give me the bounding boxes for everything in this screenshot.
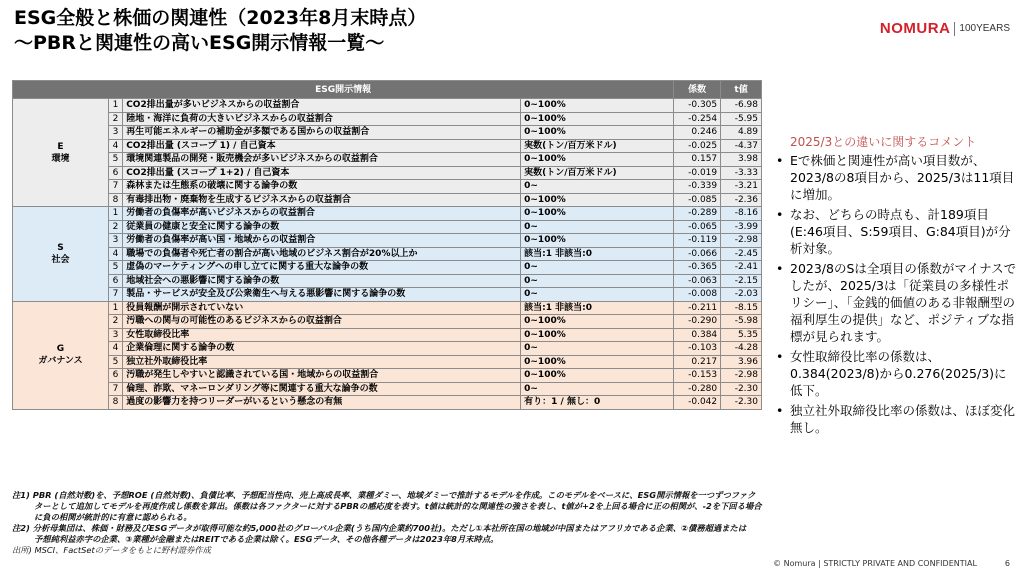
row-number: 7 xyxy=(108,180,122,194)
coefficient: -0.025 xyxy=(674,139,721,153)
footnotes xyxy=(12,490,1012,556)
item-name: 汚職が発生しやすいと認識されている国・地域からの収益割合 xyxy=(123,369,521,383)
item-name: 倫理、詐欺、マネーロンダリング等に関連する重大な論争の数 xyxy=(123,382,521,396)
item-unit: 0~ xyxy=(521,274,674,288)
item-name: 陸地・海洋に負荷の大きいビジネスからの収益割合 xyxy=(123,112,521,126)
item-name: 企業倫理に関する論争の数 xyxy=(123,342,521,356)
item-name: 職場での負傷者や死亡者の割合が高い地域のビジネス割合が20%以上か xyxy=(123,247,521,261)
t-value: -2.30 xyxy=(721,396,762,410)
table-row xyxy=(13,315,762,329)
row-number: 4 xyxy=(108,247,122,261)
item-name: 再生可能エネルギーの補助金が多額である国からの収益割合 xyxy=(123,126,521,140)
coefficient: -0.019 xyxy=(674,166,721,180)
coefficient: -0.280 xyxy=(674,382,721,396)
item-name: 環境関連製品の開発・販売機会が多いビジネスからの収益割合 xyxy=(123,153,521,167)
t-value: -4.37 xyxy=(721,139,762,153)
t-value: -5.95 xyxy=(721,112,762,126)
coefficient: -0.211 xyxy=(674,301,721,315)
item-name: 過度の影響力を持つリーダーがいるという懸念の有無 xyxy=(123,396,521,410)
coefficient: 0.246 xyxy=(674,126,721,140)
t-value: 3.96 xyxy=(721,355,762,369)
coefficient: -0.085 xyxy=(674,193,721,207)
item-unit: 0~100% xyxy=(521,355,674,369)
item-unit: 0~ xyxy=(521,220,674,234)
item-name: 有毒排出物・廃棄物を生成するビジネスからの収益割合 xyxy=(123,193,521,207)
copyright-text: © Nomura | STRICTLY PRIVATE AND CONFIDENTIAL xyxy=(773,559,977,568)
table-row xyxy=(13,382,762,396)
page-title xyxy=(14,6,704,56)
item-unit: 0~100% xyxy=(521,153,674,167)
comment-bullet: • 独立社外取締役比率の係数は、ほぼ変化無し。 xyxy=(774,402,1018,436)
coefficient: -0.065 xyxy=(674,220,721,234)
item-name: 製品・サービスが安全及び公衆衛生へ与える悪影響に関する論争の数 xyxy=(123,288,521,302)
row-number: 6 xyxy=(108,274,122,288)
row-number: 3 xyxy=(108,234,122,248)
t-value: -3.21 xyxy=(721,180,762,194)
table-row xyxy=(13,207,762,221)
item-unit: 該当:1 非該当:0 xyxy=(521,247,674,261)
comment-box xyxy=(774,134,1018,439)
t-value: -2.98 xyxy=(721,369,762,383)
row-number: 3 xyxy=(108,328,122,342)
coefficient: -0.254 xyxy=(674,112,721,126)
header-esg-info: ESG開示情報 xyxy=(13,81,674,99)
row-number: 2 xyxy=(108,315,122,329)
item-unit: 0~ xyxy=(521,382,674,396)
page-title-line1: ESG全般と株価の関連性（2023年8月末時点） xyxy=(14,7,427,29)
item-name: 労働者の負傷率が高いビジネスからの収益割合 xyxy=(123,207,521,221)
table-row xyxy=(13,288,762,302)
item-name: 地域社会への悪影響に関する論争の数 xyxy=(123,274,521,288)
logo-years: 100YEARS xyxy=(959,23,1010,34)
comment-bullet: • 女性取締役比率の係数は、0.384(2023/8)から0.276(2025/3)に低下。 xyxy=(774,348,1018,399)
table-row xyxy=(13,139,762,153)
t-value: -3.99 xyxy=(721,220,762,234)
table-row xyxy=(13,247,762,261)
row-number: 5 xyxy=(108,261,122,275)
table-row xyxy=(13,180,762,194)
page-title-line2: ～PBRと関連性の高いESG開示情報一覧～ xyxy=(14,32,385,54)
page-number: 6 xyxy=(1004,559,1010,568)
t-value: -2.15 xyxy=(721,274,762,288)
row-number: 6 xyxy=(108,166,122,180)
row-number: 2 xyxy=(108,112,122,126)
item-name: CO2排出量が多いビジネスからの収益割合 xyxy=(123,99,521,113)
t-value: -2.98 xyxy=(721,234,762,248)
item-unit: 0~ xyxy=(521,261,674,275)
item-unit: 該当:1 非該当:0 xyxy=(521,301,674,315)
row-number: 1 xyxy=(108,301,122,315)
item-unit: 0~100% xyxy=(521,315,674,329)
coefficient: -0.153 xyxy=(674,369,721,383)
row-number: 1 xyxy=(108,99,122,113)
item-unit: 0~ xyxy=(521,342,674,356)
row-number: 1 xyxy=(108,207,122,221)
t-value: -2.36 xyxy=(721,193,762,207)
t-value: 5.35 xyxy=(721,328,762,342)
item-unit: 0~100% xyxy=(521,126,674,140)
logo-word: NOMURA xyxy=(879,20,951,37)
row-number: 7 xyxy=(108,288,122,302)
t-value: -6.98 xyxy=(721,99,762,113)
comment-title: 2025/3との違いに関するコメント xyxy=(790,135,977,149)
t-value: -2.41 xyxy=(721,261,762,275)
coefficient: -0.289 xyxy=(674,207,721,221)
row-number: 4 xyxy=(108,342,122,356)
row-number: 7 xyxy=(108,382,122,396)
nomura-logo xyxy=(880,20,1010,37)
item-unit: 0~100% xyxy=(521,112,674,126)
item-unit: 0~100% xyxy=(521,99,674,113)
coefficient: -0.042 xyxy=(674,396,721,410)
t-value: -2.45 xyxy=(721,247,762,261)
table-row xyxy=(13,99,762,113)
table-row xyxy=(13,261,762,275)
row-number: 8 xyxy=(108,193,122,207)
row-number: 2 xyxy=(108,220,122,234)
row-number: 4 xyxy=(108,139,122,153)
t-value: -2.03 xyxy=(721,288,762,302)
row-number: 8 xyxy=(108,396,122,410)
coefficient: -0.103 xyxy=(674,342,721,356)
note-1: 注1) PBR (自然対数)を、予想ROE (自然対数)、負債比率、予想配当性向、売上高成長率、業種ダミー、地域ダミーで推計するモデルを作成。このモデルをベースに、ESG開示情報を一つずつファク xyxy=(12,490,756,500)
coefficient: -0.305 xyxy=(674,99,721,113)
page-footer xyxy=(773,559,1010,568)
t-value: -8.16 xyxy=(721,207,762,221)
table-row xyxy=(13,396,762,410)
comment-bullet: • 2023/8のSは全項目の係数がマイナスでしたが、2025/3は「従業員の多様性ポリシー」、「金銭的価値のある非報酬型の福利厚生の提供」など、ポジティブな指標が見られます。 xyxy=(774,260,1018,345)
note-2: 注2) 分析母集団は、株価・財務及びESGデータが取得可能な約5,000社のグローバル企業(うち国内企業約700社)。ただし①本社所在国の地域が中国またはアフリカである企業、②債務超過または xyxy=(12,523,747,533)
item-name: 従業員の健康と安全に関する論争の数 xyxy=(123,220,521,234)
coefficient: -0.290 xyxy=(674,315,721,329)
note-1-cont: ターとして追加してモデルを再度作成し係数を算出。係数は各ファクターに対するPBRの感応度を表す。t値は統計的な関連性の強さを表し、t値が+2を上回る場合に正の相関が、-2を下回る場合 xyxy=(34,501,762,511)
item-name: 森林または生態系の破壊に関する論争の数 xyxy=(123,180,521,194)
category-e: E 環境 xyxy=(13,99,109,207)
comment-bullet: • Eで株価と関連性が高い項目数が、2023/8の8項目から、2025/3は11項目に増加。 xyxy=(774,152,1018,203)
table-row xyxy=(13,112,762,126)
table-row xyxy=(13,234,762,248)
item-name: 役員報酬が開示されていない xyxy=(123,301,521,315)
logo-separator xyxy=(954,22,955,36)
coefficient: -0.066 xyxy=(674,247,721,261)
comment-list xyxy=(774,152,1018,436)
table-row xyxy=(13,355,762,369)
item-unit: 0~ xyxy=(521,288,674,302)
note-1-cont: に負の相関が統計的に有意に認められる。 xyxy=(34,512,192,522)
t-value: 4.89 xyxy=(721,126,762,140)
item-name: 女性取締役比率 xyxy=(123,328,521,342)
item-unit: 実数(トン/百万米ドル) xyxy=(521,166,674,180)
header-coef: 係数 xyxy=(674,81,721,99)
coefficient: -0.008 xyxy=(674,288,721,302)
table-row xyxy=(13,126,762,140)
item-name: 労働者の負傷率が高い国・地域からの収益割合 xyxy=(123,234,521,248)
item-unit: 実数(トン/百万米ドル) xyxy=(521,139,674,153)
table-header-row xyxy=(13,81,762,99)
table-row xyxy=(13,369,762,383)
item-name: 汚職への関与の可能性のあるビジネスからの収益割合 xyxy=(123,315,521,329)
coefficient: 0.157 xyxy=(674,153,721,167)
table-row xyxy=(13,193,762,207)
coefficient: -0.365 xyxy=(674,261,721,275)
item-unit: 0~100% xyxy=(521,234,674,248)
table-row xyxy=(13,166,762,180)
category-g: G ガバナンス xyxy=(13,301,109,409)
row-number: 3 xyxy=(108,126,122,140)
header-t-value: t値 xyxy=(721,81,762,99)
table-row xyxy=(13,342,762,356)
coefficient: 0.384 xyxy=(674,328,721,342)
t-value: -8.15 xyxy=(721,301,762,315)
item-unit: 0~100% xyxy=(521,328,674,342)
item-unit: 0~100% xyxy=(521,193,674,207)
source-note: 出所) MSCI、FactSetのデータをもとに野村證券作成 xyxy=(12,545,211,555)
table-row xyxy=(13,328,762,342)
row-number: 6 xyxy=(108,369,122,383)
item-name: 独立社外取締役比率 xyxy=(123,355,521,369)
t-value: -3.33 xyxy=(721,166,762,180)
category-s: S 社会 xyxy=(13,207,109,302)
item-unit: 0~100% xyxy=(521,207,674,221)
item-name: 虚偽のマーケティングへの申し立てに関する重大な論争の数 xyxy=(123,261,521,275)
esg-disclosure-table xyxy=(12,80,762,410)
t-value: 3.98 xyxy=(721,153,762,167)
comment-bullet: • なお、どちらの時点も、計189項目(E:46項目、S:59項目、G:84項目)が分析対象。 xyxy=(774,206,1018,257)
t-value: -2.30 xyxy=(721,382,762,396)
coefficient: -0.339 xyxy=(674,180,721,194)
coefficient: 0.217 xyxy=(674,355,721,369)
row-number: 5 xyxy=(108,153,122,167)
row-number: 5 xyxy=(108,355,122,369)
note-2-cont: 予想純利益赤字の企業、③業種が金融またはREITである企業は除く。ESGデータ、その他各種データは2023年8月末時点。 xyxy=(34,534,499,544)
item-name: CO2排出量 (スコープ 1+2) / 自己資本 xyxy=(123,166,521,180)
coefficient: -0.119 xyxy=(674,234,721,248)
t-value: -5.98 xyxy=(721,315,762,329)
item-unit: 0~100% xyxy=(521,369,674,383)
item-name: CO2排出量 (スコープ 1) / 自己資本 xyxy=(123,139,521,153)
t-value: -4.28 xyxy=(721,342,762,356)
item-unit: 有り：1 / 無し：0 xyxy=(521,396,674,410)
table-row xyxy=(13,301,762,315)
table-row xyxy=(13,274,762,288)
table-row xyxy=(13,220,762,234)
coefficient: -0.063 xyxy=(674,274,721,288)
table-row xyxy=(13,153,762,167)
item-unit: 0~ xyxy=(521,180,674,194)
